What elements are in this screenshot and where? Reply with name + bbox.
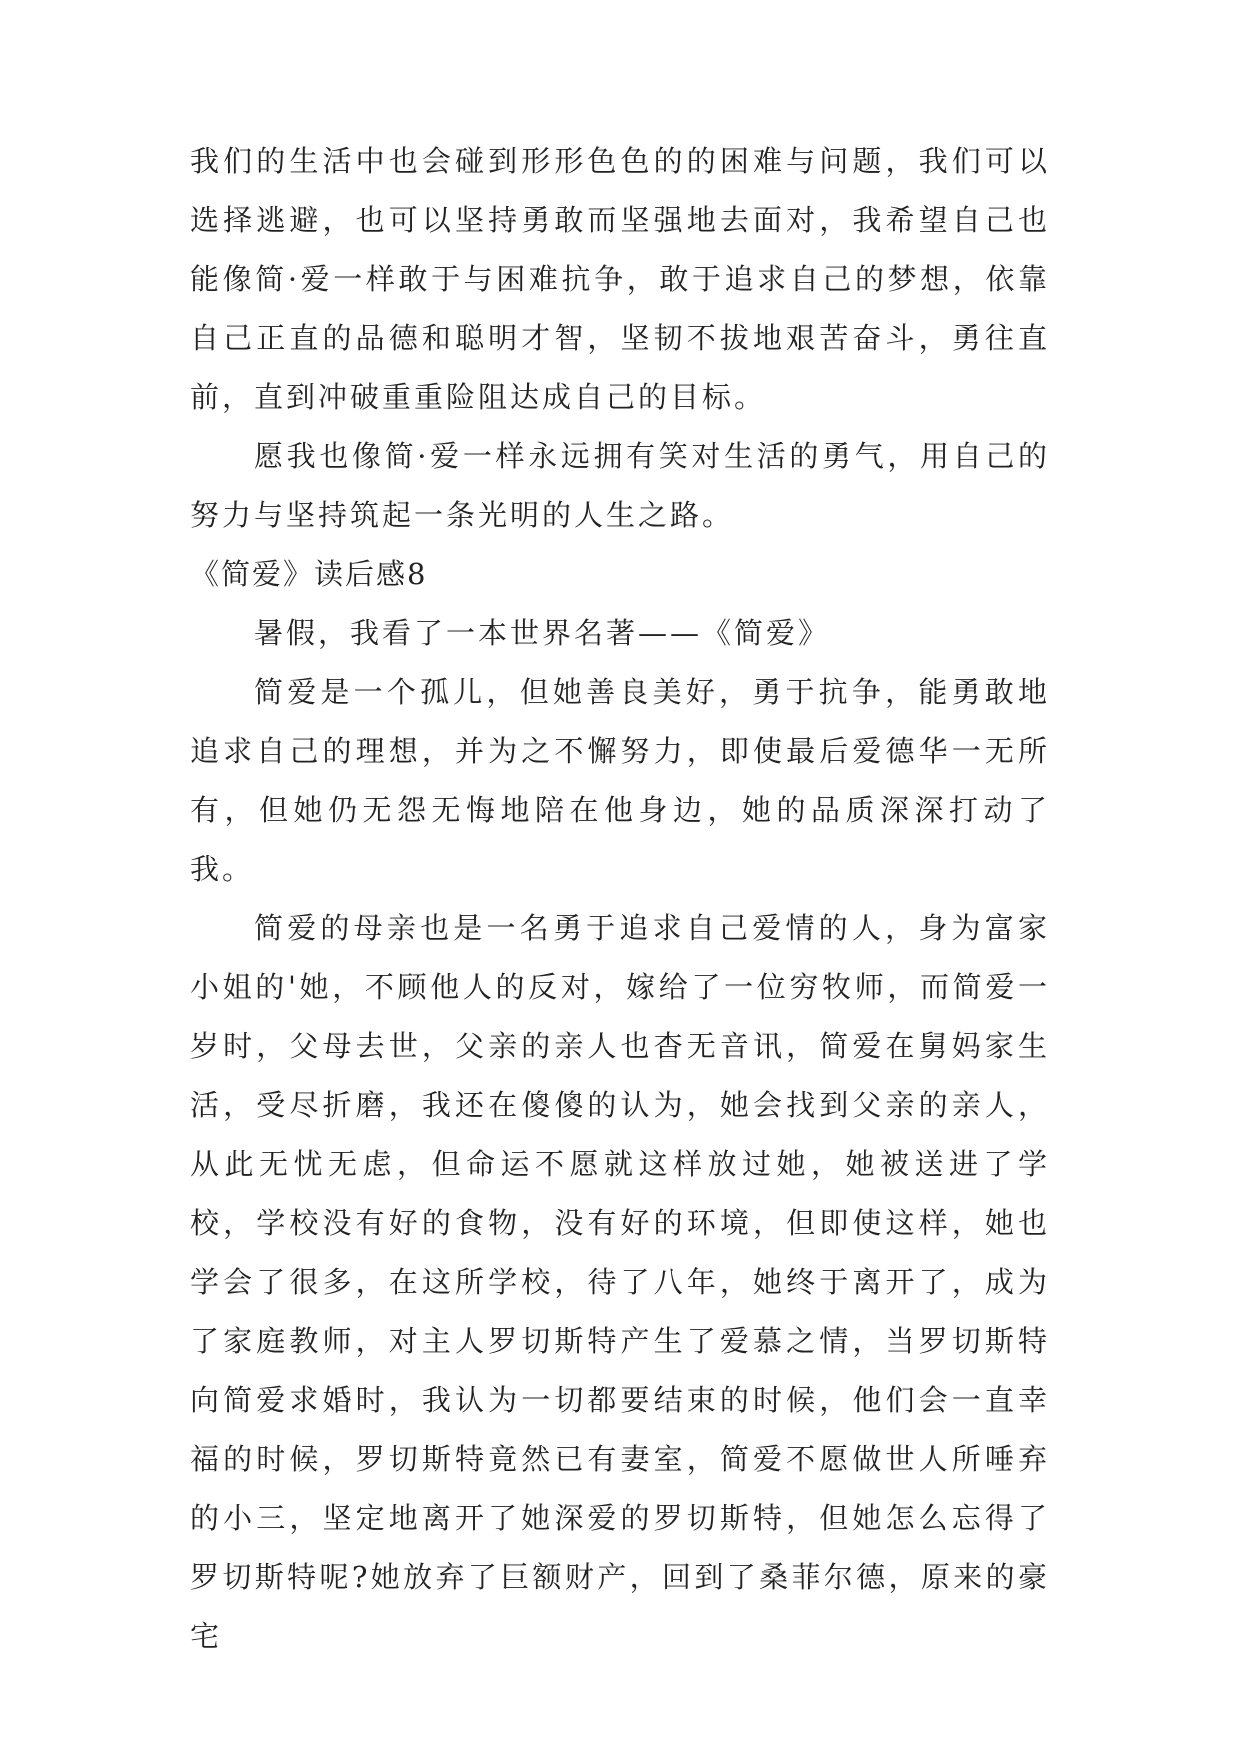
paragraph-4: 简爱是一个孤儿，但她善良美好，勇于抗争，能勇敢地追求自己的理想，并为之不懈努力，即使最后爱德华一无所有，但她仍无怨无悔地陪在他身边，她的品质深深打动了我。 [190,675,1050,886]
paragraph-3: 暑假，我看了一本世界名著——《简爱》 [254,616,831,650]
paragraph-2: 愿我也像简·爱一样永远拥有笑对生活的勇气，用自己的努力与坚持筑起一条光明的人生之路。 [190,439,1050,532]
paragraph-5: 简爱的母亲也是一名勇于追求自己爱情的人，身为富家小姐的'她，不顾他人的反对，嫁给了一位穷牧师，而简爱一岁时，父母去世，父亲的亲人也杳无音讯，简爱在舅妈家生活，受尽折磨，我还在傻傻的认为，她会找到父亲的亲人，从此无忧无虑，但命运不愿就这样放过她，她被送进了学校，学校没有好的食物，没有好的环境，但即使这样，她也学会了很多，在这所学校，待了八年，她终于离开了，成为了家庭教师，对主人罗切斯特产生了爱慕之情，当罗切斯特向简爱求婚时，我认为一切都要结束的时候，他们会一直幸福的时候，罗切斯特竟然已有妻室，简爱不愿做世人所唾弃的小三，坚定地离开了她深爱的罗切斯特，但她怎么忘得了罗切斯特呢?她放弃了巨额财产，回到了桑菲尔德，原来的豪宅 [190,911,1050,1653]
paragraph-1: 我们的生活中也会碰到形形色色的的困难与问题，我们可以选择逃避，也可以坚持勇敢而坚强地去面对，我希望自己也能像简·爱一样敢于与困难抗争，敢于追求自己的梦想，依靠自己正直的品德和聪明才智，坚韧不拔地艰苦奋斗，勇往直前，直到冲破重重险阻达成自己的目标。 [190,144,1050,414]
document-body [190,132,1050,1666]
section-heading: 《简爱》读后感8 [190,557,428,591]
